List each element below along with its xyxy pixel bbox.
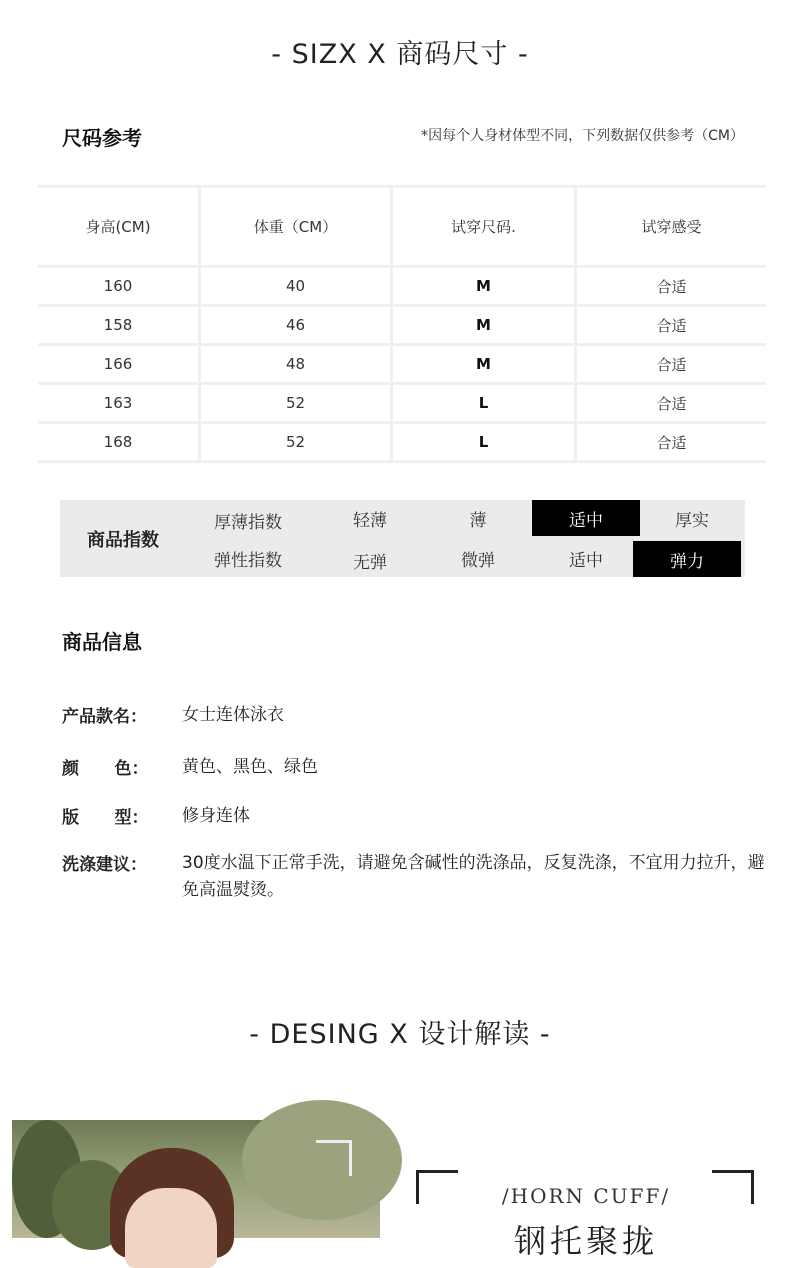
frame-bracket-right bbox=[712, 1170, 754, 1204]
cell-height: 163 bbox=[38, 385, 201, 421]
cell-weight: 46 bbox=[201, 307, 393, 343]
info-value: 黄色、黑色、绿色 bbox=[182, 757, 318, 777]
info-value: 30度水温下正常手洗，请避免含碱性的洗涤品，反复洗涤，不宜用力拉升，避免高温熨烫。 bbox=[182, 853, 765, 900]
sizing-section-title: - SIZX X 商码尺寸 - bbox=[271, 39, 529, 70]
size-reference-heading: 尺码参考 bbox=[62, 126, 142, 150]
info-key: 版 型： bbox=[62, 808, 149, 828]
product-index-label: 商品指数 bbox=[87, 529, 159, 551]
cell-size: M bbox=[393, 307, 577, 343]
product-index-table bbox=[60, 500, 745, 577]
elasticity-option-medium: 适中 bbox=[569, 550, 603, 571]
frame-bracket-left bbox=[416, 1170, 458, 1204]
table-row bbox=[38, 346, 766, 385]
header-height: 身高(CM) bbox=[38, 188, 201, 265]
cell-size: M bbox=[393, 268, 577, 304]
cell-fit: 合适 bbox=[656, 433, 687, 452]
cell-weight: 52 bbox=[201, 385, 393, 421]
table-row bbox=[38, 385, 766, 424]
model-photo bbox=[12, 1120, 380, 1238]
size-table-header bbox=[38, 185, 766, 268]
cell-size: L bbox=[393, 385, 577, 421]
cell-height: 168 bbox=[38, 424, 201, 460]
cell-size: L bbox=[393, 424, 577, 460]
thickness-option-thick: 厚实 bbox=[675, 510, 709, 531]
header-size: 试穿尺码. bbox=[393, 188, 577, 265]
info-value: 女士连体泳衣 bbox=[182, 705, 284, 725]
thickness-option-medium: 适中 bbox=[532, 500, 640, 536]
cell-height: 158 bbox=[38, 307, 201, 343]
cell-height: 166 bbox=[38, 346, 201, 382]
size-table bbox=[38, 185, 766, 463]
cell-fit: 合适 bbox=[656, 355, 687, 374]
elasticity-option-slight: 微弹 bbox=[461, 550, 495, 571]
photo-corner-mark bbox=[316, 1140, 352, 1176]
cell-weight: 48 bbox=[201, 346, 393, 382]
elasticity-index-name: 弹性指数 bbox=[214, 550, 282, 571]
feature-subtitle: 钢托聚拢 bbox=[513, 1222, 658, 1260]
table-row bbox=[38, 424, 766, 463]
feature-title: /HORN CUFF/ bbox=[501, 1184, 671, 1208]
cell-size: M bbox=[393, 346, 577, 382]
cell-weight: 52 bbox=[201, 424, 393, 460]
table-row bbox=[38, 268, 766, 307]
info-key: 颜 色： bbox=[62, 759, 149, 779]
thickness-index-name: 厚薄指数 bbox=[214, 512, 282, 533]
cell-fit: 合适 bbox=[656, 277, 687, 296]
cell-fit: 合适 bbox=[656, 394, 687, 413]
model-face bbox=[125, 1188, 217, 1268]
design-section-title: - DESING X 设计解读 - bbox=[249, 1019, 551, 1050]
header-fit: 试穿感受 bbox=[641, 218, 702, 236]
table-row bbox=[38, 307, 766, 346]
cell-weight: 40 bbox=[201, 268, 393, 304]
header-weight: 体重（CM） bbox=[201, 188, 393, 265]
cell-height: 160 bbox=[38, 268, 201, 304]
thickness-option-thin: 薄 bbox=[469, 510, 487, 531]
info-key: 洗涤建议： bbox=[62, 855, 147, 875]
thickness-option-light: 轻薄 bbox=[353, 510, 387, 531]
elasticity-option-none: 无弹 bbox=[353, 552, 387, 573]
elasticity-option-stretch: 弹力 bbox=[633, 541, 741, 577]
cell-fit: 合适 bbox=[656, 316, 687, 335]
info-key: 产品款名： bbox=[62, 707, 147, 727]
product-info-heading: 商品信息 bbox=[62, 630, 142, 654]
info-value: 修身连体 bbox=[182, 806, 250, 826]
size-reference-note: *因每个人身材体型不同，下列数据仅供参考（CM） bbox=[421, 128, 744, 144]
